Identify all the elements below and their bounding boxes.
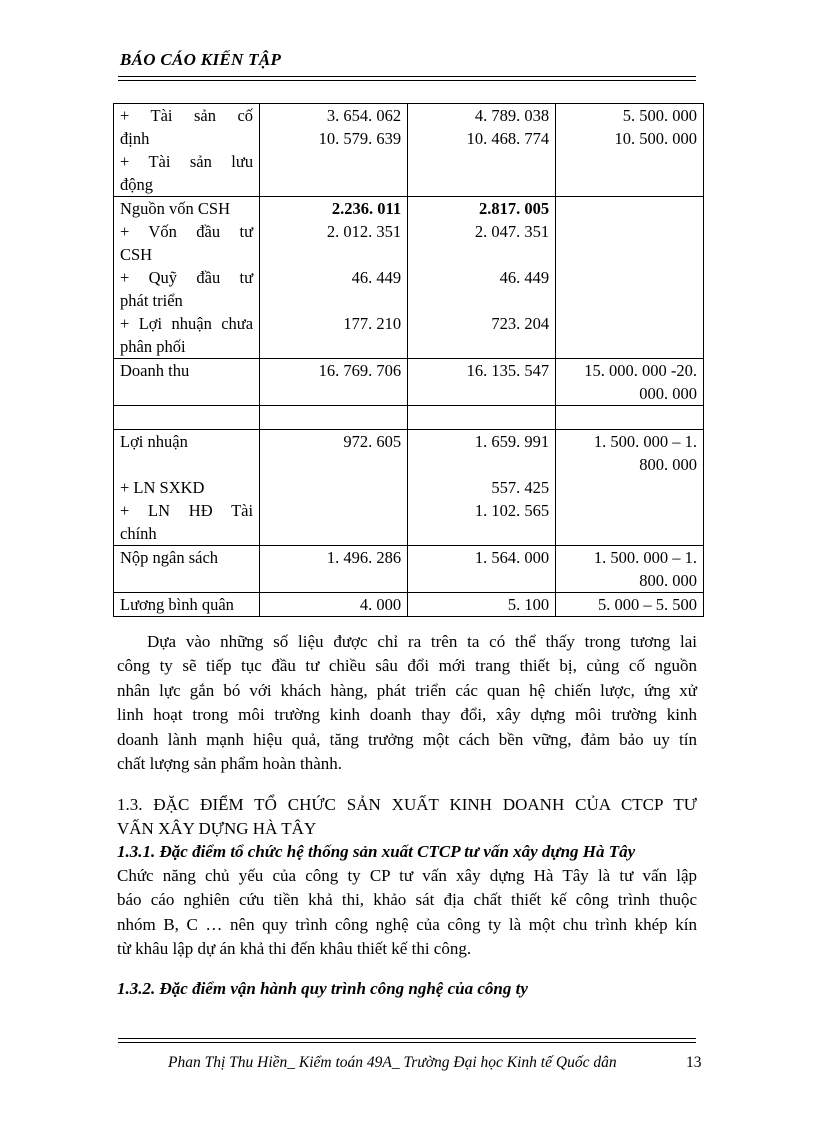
table-cell-value xyxy=(556,197,704,359)
table-cell-value: 972. 605 xyxy=(260,430,408,546)
table-cell-value: 3. 654. 062 10. 579. 639 xyxy=(260,104,408,197)
table-row xyxy=(114,197,704,359)
table-row xyxy=(114,104,704,197)
table-cell-value: 4. 789. 038 10. 468. 774 xyxy=(408,104,556,197)
table-row xyxy=(114,359,704,406)
table-cell-value: 5. 100 xyxy=(408,593,556,617)
footer-rule-top xyxy=(118,1038,696,1039)
table-row xyxy=(114,593,704,617)
header-rule-bottom xyxy=(118,80,696,81)
table-cell-label: Nộp ngân sách xyxy=(114,546,260,593)
table-cell-label: Lương bình quân xyxy=(114,593,260,617)
table-cell-value: 4. 000 xyxy=(260,593,408,617)
subheading-1-3-1: 1.3.1. Đặc điểm tổ chức hệ thống sản xuất CTCP tư vấn xây dựng Hà Tây xyxy=(117,842,636,861)
table-cell-value: 1. 500. 000 – 1. 800. 000 xyxy=(556,430,704,546)
table-cell-value: 5. 000 – 5. 500 xyxy=(556,593,704,617)
table-cell-value: 16. 135. 547 xyxy=(408,359,556,406)
table-cell-value: 2.236. 011 2. 012. 351 46. 449 177. 210 xyxy=(260,197,408,359)
table-row xyxy=(114,546,704,593)
table-cell-value: 2.817. 005 2. 047. 351 46. 449 723. 204 xyxy=(408,197,556,359)
table-cell-value: 5. 500. 000 10. 500. 000 xyxy=(556,104,704,197)
table-cell-label: Lợi nhuận + LN SXKD + LN HĐ Tài chính xyxy=(114,430,260,546)
table-cell-label: Doanh thu xyxy=(114,359,260,406)
table-cell-value: 1. 564. 000 xyxy=(408,546,556,593)
table-cell-value: 16. 769. 706 xyxy=(260,359,408,406)
header-rule-top xyxy=(118,76,696,77)
table-cell-value: 1. 500. 000 – 1. 800. 000 xyxy=(556,546,704,593)
table-cell-value: 1. 659. 991 557. 425 1. 102. 565 xyxy=(408,430,556,546)
table-cell-value: 15. 000. 000 -20. 000. 000 xyxy=(556,359,704,406)
paragraph-outlook: Dựa vào những số liệu được chỉ ra trên ta có thể thấy trong tương lai công ty sẽ tiếp tục đầu tư chiều sâu đổi mới trang thiết bị, củng cố nguồn nhân lực gắn bó với khách hàng, phát triển các quan hệ chiến lược, ứng xử linh hoạt trong môi trường kinh doanh thay đổi, xây dựng môi trường kinh doanh lành mạnh hiệu quả, tăng trưởng một cách bền vững, đảm bảo uy tín chất lượng sản phẩm hoàn thành. xyxy=(117,632,697,774)
footer-author-text: Phan Thị Thu Hiền_ Kiểm toán 49A_ Trường Đại học Kinh tế Quốc dân xyxy=(168,1054,617,1071)
page-number: 13 xyxy=(686,1054,702,1071)
financial-table xyxy=(113,103,704,617)
table-row-empty xyxy=(114,406,704,430)
table-cell-label: Nguồn vốn CSH + Vốn đầu tư CSH + Quỹ đầu tư phát triển + Lợi nhuận chưa phân phối xyxy=(114,197,260,359)
subheading-1-3-2: 1.3.2. Đặc điểm vận hành quy trình công nghệ của công ty xyxy=(117,979,528,998)
footer-rule-bottom xyxy=(118,1042,696,1043)
report-header-title: BÁO CÁO KIẾN TẬP xyxy=(120,50,282,69)
table-row xyxy=(114,430,704,546)
section-heading-1-3: 1.3. ĐẶC ĐIỂM TỔ CHỨC SẢN XUẤT KINH DOANH CỦA CTCP TƯ VẤN XÂY DỰNG HÀ TÂY xyxy=(117,795,697,838)
table-cell-value: 1. 496. 286 xyxy=(260,546,408,593)
paragraph-function: Chức năng chủ yếu của công ty CP tư vấn xây dựng Hà Tây là tư vấn lập báo cáo nghiên cứu tiền khả thi, khảo sát địa chất thiết kế công trình thuộc nhóm B, C … nên quy trình công nghệ của công ty là một chu trình khép kín từ khâu lập dự án khả thi đến khâu thiết kế thi công. xyxy=(117,866,697,959)
table-cell-label: + Tài sản cố định + Tài sản lưu động xyxy=(114,104,260,197)
